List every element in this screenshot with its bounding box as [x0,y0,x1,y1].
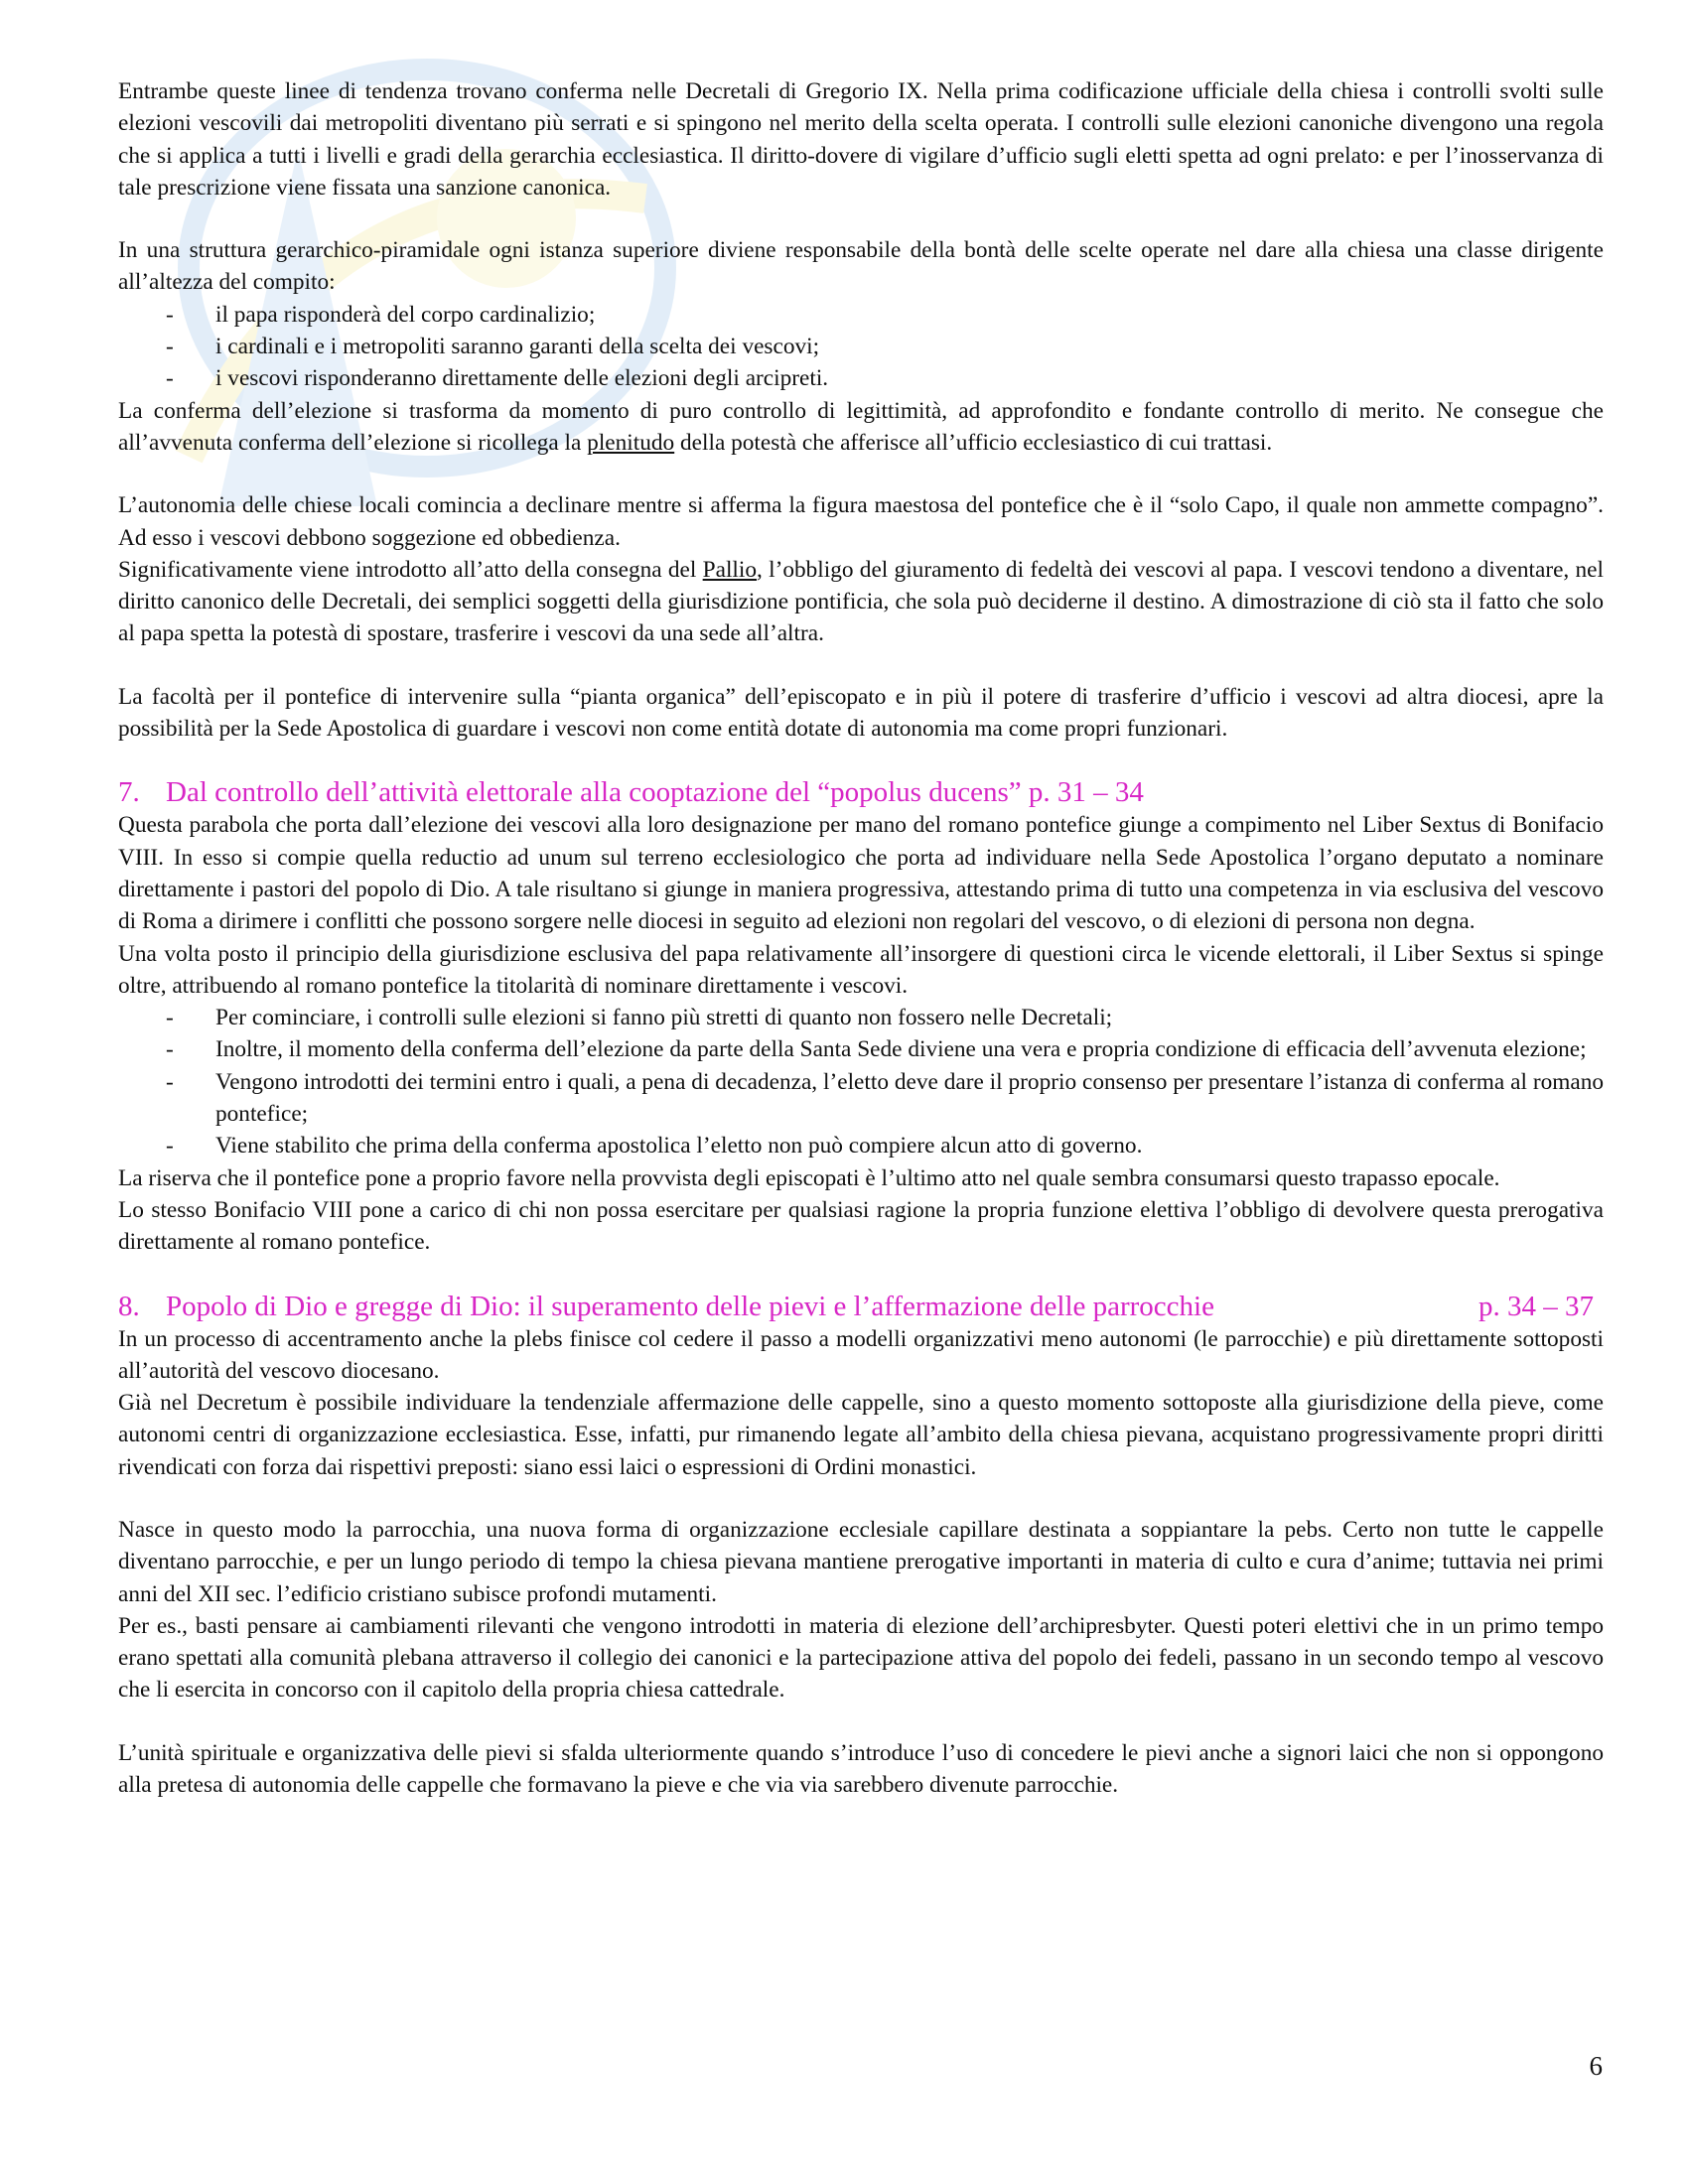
paragraph: Entrambe queste linee di tendenza trovano conferma nelle Decretali di Gregorio IX. Nella prima codificazione ufficiale della chiesa i controlli svolti sulle elezioni vescovili dai metropoliti diventano più serrati e si spingono nel merito della scelta operata. I controlli sulle elezioni canoniche divengono una regola che si applica a tutti i livelli e gradi della gerarchia ecclesiastica. Il diritto-dovere di vigilare d’ufficio sugli eletti spetta ad ogni prelato: e per l’inosservanza di tale prescrizione viene fissata una sanzione canonica. [118,78,1604,201]
list-item: - Inoltre, il momento della conferma dell’elezione da parte della Santa Sede diviene una vera e propria condizione di efficacia dell’avvenuta elezione; [166,1036,1587,1063]
paragraph: Per es., basti pensare ai cambiamenti rilevanti che vengono introdotti in materia di elezione dell’archipresbyter. Questi poteri elettivi che in un primo tempo erano spettati alla comunità plebana attraverso il collegio dei canonici e la partecipazione attiva del popolo dei fedeli, passano in un secondo tempo al vescovo che li esercita in concorso con il capitolo della propria chiesa cattedrale. [118,1612,1604,1704]
paragraph: Questa parabola che porta dall’elezione dei vescovi alla loro designazione per mano del romano pontefice giunge a compimento nel Liber Sextus di Bonifacio VIII. In esso si compie quella reductio ad unum sul terreno ecclesiologico che porta ad individuare nella Sede Apostolica l’organo deputato a nominare direttamente i pastori del popolo di Dio. A tale risultano si giunge in maniera progressiva, attestando prima di tutto una competenza in via esclusiva del vescovo di Roma a dirimere i conflitti che possono sorgere nelle diocesi in seguito ad elezioni non regolari del vescovo, o di elezioni di persona non degna. [118,812,1604,935]
paragraph: La facoltà per il pontefice di intervenire sulla “pianta organica” dell’episcopato e in più il potere di trasferire d’ufficio i vescovi ad altra diocesi, apre la possibilità per la Sede Apostolica di guardare i vescovi non come entità dotate di autonomia ma come propri funzionari. [118,683,1604,743]
paragraph: In una struttura gerarchico-piramidale ogni istanza superiore diviene responsabile della bontà delle scelte operate nel dare alla chiesa una classe dirigente all’altezza del compito: [118,237,1604,296]
paragraph: Nasce in questo modo la parrocchia, una nuova forma di organizzazione ecclesiale capillare destinata a soppiantare la pebs. Certo non tutte le cappelle diventano parrocchie, e per un lungo periodo di tempo la chiesa pievana mantiene prerogative importanti in materia di culto e cura d’anime; tuttavia nei primi anni del XII sec. l’edificio cristiano subisce profondi mutamenti. [118,1516,1604,1607]
list-item: - i vescovi risponderanno direttamente delle elezioni degli arcipreti. [166,365,829,392]
bullet-list [118,1002,1604,1161]
section-heading: 8. Popolo di Dio e gregge di Dio: il superamento delle pievi e l’affermazione delle parrocchie p. 34 – 37 [118,1290,1594,1322]
page-number: 6 [1589,2051,1603,2081]
list-item: - Per cominciare, i controlli sulle elezioni si fanno più stretti di quanto non fossero nelle Decretali; [166,1005,1113,1031]
paragraph: Già nel Decretum è possibile individuare la tendenziale affermazione delle cappelle, sino a questo momento sottoposte alla giurisdizione della pieve, come autonomi centri di organizzazione ecclesiastica. Esse, infatti, pur rimanendo legate all’ambito della chiesa pievana, acquistano progressivamente propri diritti rivendicati con forza dai rispettivi preposti: siano essi laici o espressioni di Ordini monastici. [118,1390,1604,1480]
list-item: - i cardinali e i metropoliti saranno garanti della scelta dei vescovi; [166,334,820,360]
paragraph: La riserva che il pontefice pone a proprio favore nella provvista degli episcopati è l’ultimo atto nel quale sembra consumarsi questo trapasso epocale. [118,1164,1500,1191]
list-item: - Viene stabilito che prima della conferma apostolica l’eletto non può compiere alcun atto di governo. [166,1133,1143,1160]
section-heading: 7. Dal controllo dell’attività elettorale alla cooptazione del “popolus ducens” p. 31 – 34 [118,776,1144,809]
paragraph: La conferma dell’elezione si trasforma da momento di puro controllo di legittimità, ad approfondito e fondante controllo di merito. Ne consegue che all’avvenuta conferma dell’elezione si ricollega la plenitudo della potestà che afferisce all’ufficio ecclesiastico di cui trattasi. [118,397,1604,456]
list-item: - Vengono introdotti dei termini entro i quali, a pena di decadenza, l’eletto deve dare il proprio consenso per presentare l’istanza di conferma al romano pontefice; [166,1068,1604,1128]
paragraph: Significativamente viene introdotto all’atto della consegna del Pallio, l’obbligo del giuramento di fedeltà dei vescovi al papa. I vescovi tendono a diventare, nel diritto canonico delle Decretali, dei semplici soggetti della giurisdizione pontificia, che sola può deciderne il destino. A dimostrazione di ciò sta il fatto che solo al papa spetta la potestà di spostare, trasferire i vescovi da una sede all’altra. [118,556,1604,647]
paragraph: In un processo di accentramento anche la plebs finisce col cedere il passo a modelli organizzativi meno autonomi (le parrocchie) e più direttamente sottoposti all’autorità del vescovo diocesano. [118,1325,1604,1384]
bullet-list [118,299,1604,395]
paragraph: Una volta posto il principio della giurisdizione esclusiva del papa relativamente all’insorgere di questioni circa le vicende elettorali, il Liber Sextus si spinge oltre, attribuendo al romano pontefice la titolarità di nominare direttamente i vescovi. [118,940,1604,999]
underlined-term: Pallio [702,556,758,583]
paragraph: L’unità spirituale e organizzativa delle pievi si sfalda ulteriormente quando s’introduce l’uso di concedere le pievi anche a signori laici che non si oppongono alla pretesa di autonomia delle cappelle che formavano la pieve e che via via sarebbero divenute parrocchie. [118,1739,1604,1799]
paragraph: L’autonomia delle chiese locali comincia a declinare mentre si afferma la figura maestosa del pontefice che è il “solo Capo, il quale non ammette compagno”. Ad esso i vescovi debbono soggezione ed obbedienza. [118,492,1604,551]
list-item: - il papa risponderà del corpo cardinalizio; [166,301,596,328]
underlined-term: plenitudo [587,429,675,456]
paragraph: Lo stesso Bonifacio VIII pone a carico di chi non possa esercitare per qualsiasi ragione la propria funzione elettiva l’obbligo di devolvere questa prerogativa direttamente al romano pontefice. [118,1196,1604,1256]
document-body [118,75,1604,1801]
